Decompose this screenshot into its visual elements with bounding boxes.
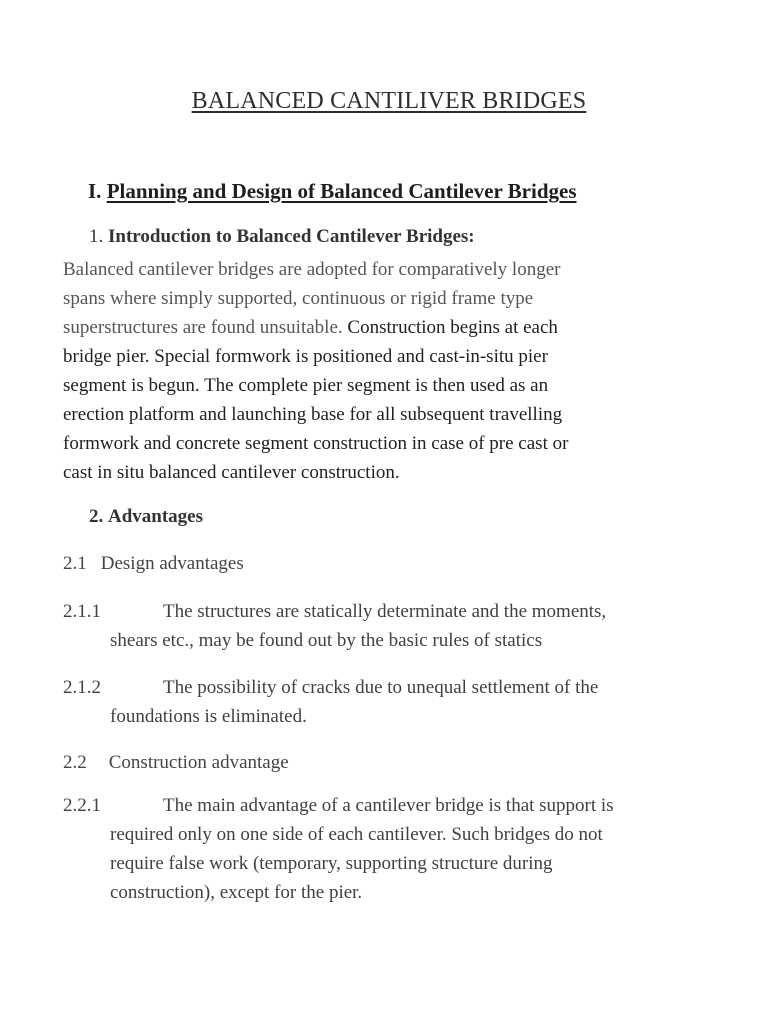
item-text: shears etc., may be found out by the basic rules of statics: [110, 630, 543, 651]
paragraph-line: bridge pier. Special formwork is positioned and cast-in-situ pier: [63, 346, 548, 367]
item-number: 2.2.1: [63, 795, 101, 816]
item-text: construction), except for the pier.: [110, 882, 363, 903]
item-text: The main advantage of a cantilever bridge is that support is: [163, 795, 614, 816]
item-number: 2.1.1: [63, 601, 101, 622]
subsection-label: Design advantages: [100, 553, 244, 574]
paragraph-line: erection platform and launching base for all subsequent travelling: [63, 404, 563, 425]
advantages-title: Advantages: [108, 506, 204, 527]
paragraph-line: spans where simply supported, continuous or rigid frame type: [63, 288, 534, 309]
advantages-number: 2.: [89, 506, 104, 527]
list-item: [63, 673, 743, 731]
paragraph-line: segment is begun. The complete pier segment is then used as an: [63, 375, 549, 396]
subsection-label: Construction advantage: [108, 752, 289, 773]
intro-paragraph: [63, 255, 703, 487]
list-item: [63, 597, 743, 655]
item-text: required only on one side of each cantilever. Such bridges do not: [110, 824, 603, 845]
paragraph-line: [63, 313, 703, 342]
paragraph-fragment: superstructures are found unsuitable.: [63, 317, 343, 338]
list-item: [63, 791, 743, 907]
paragraph-line: Balanced cantilever bridges are adopted for comparatively longer: [63, 259, 561, 280]
section-heading: [88, 179, 577, 204]
item-number: 2.1.2: [63, 677, 101, 698]
design-advantages-heading: [63, 553, 244, 575]
paragraph-line: formwork and concrete segment construction in case of pre cast or: [63, 433, 569, 454]
item-text: require false work (temporary, supporting structure during: [110, 853, 553, 874]
subsection-number: 2.1: [63, 553, 87, 574]
section-number: I.: [88, 179, 102, 203]
item-text: The possibility of cracks due to unequal settlement of the: [163, 677, 599, 698]
section-title: Planning and Design of Balanced Cantilever Bridges: [106, 179, 577, 203]
item-text: foundations is eliminated.: [110, 706, 307, 727]
paragraph-line: cast in situ balanced cantilever construction.: [63, 462, 400, 483]
intro-heading: [89, 226, 475, 248]
subsection-number: 2.2: [63, 752, 87, 773]
advantages-heading: [89, 506, 203, 528]
intro-title: Introduction to Balanced Cantilever Bridges:: [108, 226, 475, 247]
construction-advantage-heading: [63, 752, 289, 774]
document-title: BALANCED CANTILIVER BRIDGES: [191, 88, 587, 114]
intro-number: 1.: [89, 226, 104, 247]
item-text: The structures are statically determinate and the moments,: [163, 601, 607, 622]
paragraph-fragment: Construction begins at each: [342, 317, 558, 338]
